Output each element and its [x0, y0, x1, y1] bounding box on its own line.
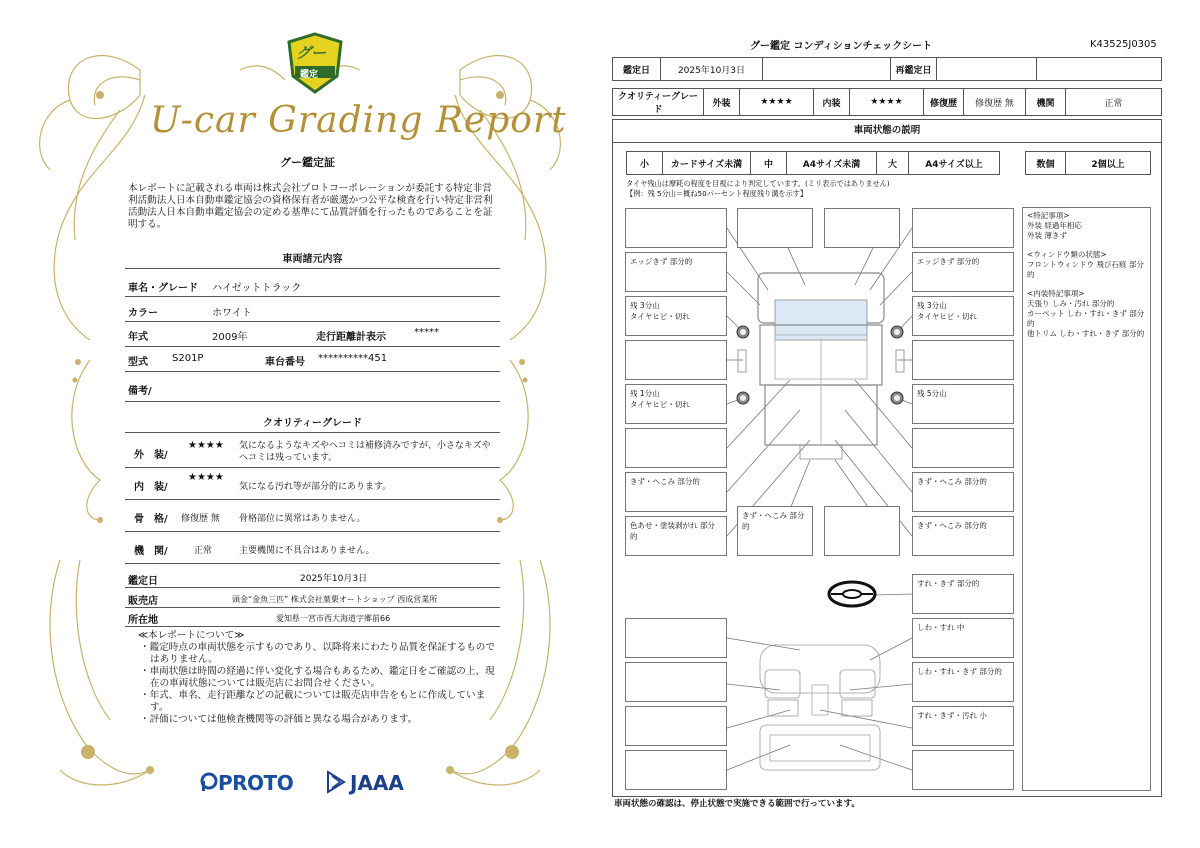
- special-note: 外装 経過年相応: [1027, 221, 1082, 230]
- damage-box: きず・へこみ 部分的: [912, 472, 1014, 512]
- report-notes: [138, 630, 498, 726]
- damage-box: きず・へこみ 部分的: [625, 472, 727, 512]
- damage-box: [824, 506, 900, 556]
- damage-box: 残 3分山 タイヤヒビ・切れ: [625, 296, 727, 336]
- size-large: 大: [877, 152, 909, 175]
- interior-box: [625, 706, 727, 746]
- interior-note: カーペット しわ・すれ・きず 部分的: [1027, 309, 1145, 328]
- divider: [125, 371, 500, 372]
- damage-box: 残 1分山 タイヤヒビ・切れ: [625, 384, 727, 424]
- date-value: 2025年10月3日: [661, 58, 763, 81]
- chassis-value: **********451: [318, 353, 388, 364]
- grade-label: クオリティーグレード: [613, 89, 704, 116]
- footer-note: 車両状態の確認は、停止状態で実施できる範囲で行っています。: [614, 799, 860, 809]
- tire-note-line: タイヤ残山は摩耗の程度を目視により判定しています。(ミリ表示ではありません): [626, 179, 890, 188]
- interior-box: すれ・きず 部分的: [912, 574, 1014, 614]
- frame-value: 修復歴 無: [181, 514, 220, 524]
- car-name-label: 車名・グレード: [128, 283, 198, 294]
- divider: [125, 626, 500, 627]
- note-item: ・年式、車名、走行距離などの記載については販売店申告をもとに作成しています。: [140, 690, 486, 713]
- damage-box: エッジきず 部分的: [912, 252, 1014, 292]
- chassis-label: 車台番号: [265, 357, 305, 368]
- damage-box: [625, 208, 727, 248]
- damage-box: [912, 208, 1014, 248]
- remarks-label: 備考/: [128, 386, 152, 397]
- interior-stars: ★★★★: [188, 472, 224, 483]
- size-small-desc: カードサイズ未満: [663, 152, 751, 175]
- special-notes-title: <特記事項>: [1027, 211, 1070, 220]
- divider: [125, 296, 500, 297]
- divider: [125, 346, 500, 347]
- damage-box: エッジきず 部分的: [625, 252, 727, 292]
- engine-value: 正常: [1066, 89, 1162, 116]
- size-small: 小: [627, 152, 663, 175]
- size-medium: 中: [751, 152, 787, 175]
- size-medium-desc: A4サイズ未満: [787, 152, 877, 175]
- interior-label: 内 装/: [134, 482, 168, 493]
- car-name-value: ハイゼットトラック: [212, 283, 302, 294]
- damage-box: [625, 428, 727, 468]
- damage-box: 残 5分山: [912, 384, 1014, 424]
- interior-note: 他トリム しわ・すれ・きず 部分的: [1027, 329, 1145, 338]
- damage-box: きず・へこみ 部分的: [737, 506, 813, 556]
- color-label: カラー: [128, 308, 158, 319]
- engine-description: 主要機関に不具合はありません。: [239, 546, 375, 556]
- proto-logo-icon: [200, 772, 218, 792]
- condition-check-sheet: [600, 0, 1200, 848]
- note-item: ・鑑定時点の車両状態を示すものであり、以降将来にわたり品質を保証するものではありません。: [140, 642, 495, 665]
- special-notes-panel: [1022, 207, 1151, 791]
- address-label: 所在地: [128, 615, 158, 626]
- note-item: ・車両状態は時間の経過に伴い変化する場合もあるため、鑑定日をご確認の上、現在の車両状態については販売店にお問合せください。: [140, 666, 495, 689]
- logo-bottom-text: 鑑定: [300, 70, 319, 80]
- condition-section-title: 車両状態の説明: [612, 119, 1162, 143]
- int-label: 内装: [814, 89, 850, 116]
- divider: [125, 321, 500, 322]
- interior-box: [625, 750, 727, 790]
- count-label: 数個: [1026, 152, 1066, 175]
- mileage-label: 走行距離計表示: [316, 332, 386, 343]
- divider: [125, 563, 500, 564]
- reappraisal-label: 再鑑定日: [891, 58, 937, 81]
- interior-box: すれ・きず・汚れ 小: [912, 706, 1014, 746]
- spec-section-title: 車両諸元内容: [282, 254, 343, 265]
- year-label: 年式: [128, 332, 148, 343]
- dealer-label: 販売店: [128, 596, 158, 607]
- exterior-stars: ★★★★: [188, 440, 224, 451]
- interior-box: [625, 662, 727, 702]
- damage-box: 色あせ・塗装剥がれ 部分的: [625, 516, 727, 556]
- damage-box: きず・へこみ 部分的: [912, 516, 1014, 556]
- mileage-value: *****: [414, 327, 439, 338]
- logo-top-text: グー: [296, 44, 327, 62]
- divider: [125, 467, 500, 468]
- address-value: 愛知県一宮市西大海道字郷前66: [276, 614, 391, 623]
- model-label: 型式: [128, 357, 148, 368]
- note-item: ・評価については他検査機関等の評価と異なる場合があります。: [140, 714, 418, 725]
- interior-box: [625, 618, 727, 658]
- divider: [125, 401, 500, 402]
- sheet-title: グー鑑定 コンディションチェックシート: [750, 41, 933, 52]
- certificate-title: グー鑑定証: [280, 156, 335, 169]
- jaaa-logo-icon: [326, 770, 346, 794]
- ext-stars: ★★★★: [740, 89, 814, 116]
- engine-label: 機関: [1026, 89, 1066, 116]
- int-stars: ★★★★: [850, 89, 924, 116]
- frame-label: 骨 格/: [134, 514, 168, 525]
- notes-title: ≪本レポートについて≫: [138, 630, 245, 641]
- date-label: 鑑定日: [613, 58, 661, 81]
- divider: [125, 432, 500, 433]
- engine-label: 機 関/: [134, 546, 168, 557]
- interior-box: しわ・すれ・きず 部分的: [912, 662, 1014, 702]
- appraisal-date-value: 2025年10月3日: [300, 574, 368, 584]
- divider: [125, 607, 500, 608]
- interior-notes-title: <内装特記事項>: [1027, 289, 1085, 298]
- damage-box: [824, 208, 900, 248]
- interior-note: 天張り しみ・汚れ 部分的: [1027, 299, 1115, 308]
- appraisal-date-label: 鑑定日: [128, 576, 158, 587]
- frame-description: 骨格部位に異常はありません。: [239, 514, 366, 524]
- damage-box: [737, 208, 813, 248]
- divider: [125, 587, 500, 588]
- quality-section-title: クオリティーグレード: [263, 418, 362, 429]
- damage-box: [912, 428, 1014, 468]
- report-title: U-car Grading Report: [150, 100, 567, 141]
- divider: [125, 268, 500, 269]
- damage-box: [912, 340, 1014, 380]
- divider: [125, 531, 500, 532]
- color-value: ホワイト: [212, 308, 252, 319]
- interior-box: しわ・すれ 中: [912, 618, 1014, 658]
- engine-value: 正常: [194, 546, 213, 556]
- special-note: 外装 薄きず: [1027, 231, 1067, 240]
- exterior-label: 外 装/: [134, 450, 168, 461]
- tire-note-line: 【例：残 5分山＝概ね50パーセント程度残り溝を示す】: [626, 189, 808, 198]
- size-large-desc: A4サイズ以上: [909, 152, 1000, 175]
- damage-box: 残 3分山 タイヤヒビ・切れ: [912, 296, 1014, 336]
- damage-box: [625, 340, 727, 380]
- interior-description: 気になる汚れ等が部分的にあります。: [239, 482, 392, 492]
- certificate-text: 本レポートに記載される車両は株式会社プロトコーポレーションが委託する特定非営利活動法人日本自動車鑑定協会の資格保有者が厳選かつ公平な検査を行い特定非営利活動法人日本自動車鑑定協会の定める基準にて品質評価を行ったものであることを証明する。: [128, 183, 493, 230]
- ext-label: 外装: [704, 89, 740, 116]
- model-value: S201P: [172, 353, 204, 364]
- divider: [125, 499, 500, 500]
- window-note: フロントウィンドウ 飛び石痕 部分的: [1027, 260, 1144, 279]
- count-desc: 2個以上: [1066, 152, 1151, 175]
- jaaa-logo-text: JAAA: [350, 771, 404, 795]
- repair-value: 修復歴 無: [964, 89, 1026, 116]
- steering-wheel-icon: [829, 582, 875, 606]
- year-value: 2009年: [212, 332, 248, 343]
- dealer-value: 頭金“金魚三匹” 株式会社葉栗オートショップ 西成営業所: [232, 595, 438, 604]
- proto-logo-text: PROTO: [218, 771, 294, 795]
- interior-box: [912, 750, 1014, 790]
- repair-label: 修復歴: [924, 89, 964, 116]
- window-notes-title: <ウィンドウ類の状態>: [1027, 250, 1107, 259]
- exterior-description: 気になるようなキズやヘコミは補修済みですが、小さなキズやヘコミは残っています。: [239, 441, 491, 463]
- sheet-code: K43525J0305: [1090, 39, 1157, 50]
